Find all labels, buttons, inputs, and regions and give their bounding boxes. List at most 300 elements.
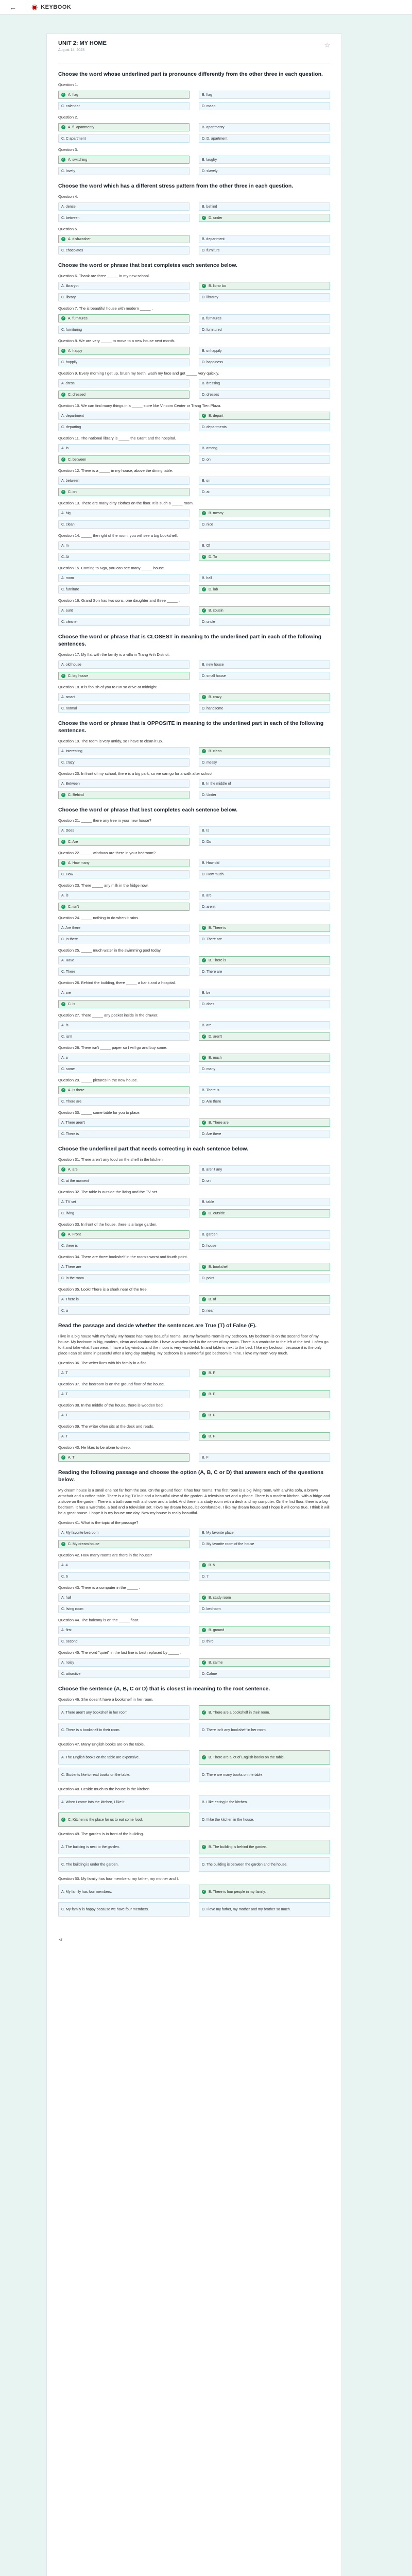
answer-option[interactable]: [58, 1242, 190, 1250]
option-label: D. D. apartment: [202, 137, 228, 141]
option-label: B. garden: [202, 1232, 218, 1236]
answer-option-correct[interactable]: [199, 1209, 330, 1217]
answer-option[interactable]: [199, 1795, 330, 1809]
answer-option[interactable]: [58, 379, 190, 387]
answer-option-correct[interactable]: [58, 1000, 190, 1008]
answer-option[interactable]: [199, 1768, 330, 1782]
answer-option[interactable]: [199, 1130, 330, 1138]
answer-option[interactable]: [58, 1795, 190, 1809]
answer-option[interactable]: [58, 1432, 190, 1440]
answer-option[interactable]: [58, 1097, 190, 1106]
answer-option-correct[interactable]: [58, 1453, 190, 1462]
answer-option[interactable]: [58, 1274, 190, 1282]
answer-option[interactable]: [58, 202, 190, 211]
answer-option[interactable]: [58, 1032, 190, 1041]
back-arrow-icon[interactable]: ←: [9, 3, 16, 11]
answer-option[interactable]: [199, 870, 330, 878]
answer-option[interactable]: [58, 214, 190, 222]
option-label: C. furnituring: [61, 328, 82, 332]
options-grid: [58, 1411, 330, 1419]
answer-option-correct[interactable]: [199, 1118, 330, 1127]
option-label: B. ground: [209, 1628, 225, 1632]
option-label: D. 7: [202, 1574, 209, 1579]
answer-option[interactable]: [58, 1369, 190, 1377]
question-text: Question 32. The table is outside the living and the TV set.: [58, 1190, 159, 1194]
question-text: Question 3.: [58, 147, 78, 152]
answer-option[interactable]: [199, 1529, 330, 1537]
options-grid: [58, 989, 330, 1008]
answer-option-correct[interactable]: [58, 1086, 190, 1094]
options-grid: [58, 235, 330, 255]
question: [58, 598, 330, 626]
answer-option[interactable]: [199, 134, 330, 143]
answer-option[interactable]: [199, 444, 330, 452]
answer-option[interactable]: [58, 293, 190, 301]
question: [58, 739, 330, 767]
answer-option[interactable]: [58, 704, 190, 713]
options-grid: [58, 1086, 330, 1106]
answer-option[interactable]: [58, 1198, 190, 1206]
question-text: Question 9. Every morning I get up, brush my teeth, wash my face and get _____ very quickly.: [58, 371, 219, 376]
answer-option[interactable]: [199, 520, 330, 529]
answer-option[interactable]: [199, 660, 330, 669]
question: [58, 1876, 330, 1917]
answer-option[interactable]: [199, 1637, 330, 1646]
answer-option-correct[interactable]: [58, 391, 190, 399]
answer-option[interactable]: [199, 1242, 330, 1250]
answer-option[interactable]: [58, 1177, 190, 1185]
answer-option[interactable]: [199, 1453, 330, 1462]
option-label: C. cleaner: [61, 620, 78, 624]
check-icon: ✓: [62, 317, 65, 320]
answer-option[interactable]: [58, 1637, 190, 1646]
answer-option[interactable]: [199, 618, 330, 626]
answer-option[interactable]: [199, 1812, 330, 1827]
answer-option-correct[interactable]: [58, 156, 190, 164]
answer-option[interactable]: [58, 747, 190, 755]
option-label: C. happily: [61, 360, 78, 364]
answer-option[interactable]: [58, 574, 190, 582]
answer-option[interactable]: [58, 477, 190, 485]
check-icon: ✓: [62, 840, 65, 843]
answer-option[interactable]: [199, 1902, 330, 1917]
option-label: A. T: [61, 1371, 68, 1375]
question: [58, 306, 330, 334]
answer-option[interactable]: [58, 1118, 190, 1127]
check-icon: ✓: [202, 1035, 205, 1038]
answer-option[interactable]: [58, 826, 190, 835]
option-label: B. cousin: [209, 608, 224, 613]
answer-option-correct[interactable]: [199, 956, 330, 964]
options-grid: [58, 509, 330, 529]
answer-option[interactable]: [58, 1209, 190, 1217]
answer-option[interactable]: [199, 1086, 330, 1094]
answer-option[interactable]: [199, 488, 330, 496]
question: [58, 1403, 330, 1419]
answer-option[interactable]: [58, 1605, 190, 1613]
answer-option[interactable]: [58, 660, 190, 669]
option-label: A. TV set: [61, 1200, 76, 1204]
answer-option[interactable]: [58, 1065, 190, 1073]
option-label: B. behind: [202, 205, 217, 209]
option-label: D. Are there: [202, 1099, 221, 1104]
answer-option-correct[interactable]: [199, 1840, 330, 1854]
option-label: B. There is four people in my family.: [209, 1890, 266, 1894]
answer-option-correct[interactable]: [58, 235, 190, 243]
option-label: D. Are there: [202, 1132, 221, 1136]
answer-option[interactable]: [199, 477, 330, 485]
option-label: B. new house: [202, 663, 224, 667]
options-grid: [58, 202, 330, 222]
answer-option[interactable]: [199, 1723, 330, 1737]
answer-option[interactable]: [58, 758, 190, 767]
answer-option[interactable]: [199, 1230, 330, 1239]
answer-option-correct[interactable]: [199, 282, 330, 290]
answer-option-correct[interactable]: [199, 924, 330, 932]
answer-option-correct[interactable]: [199, 1626, 330, 1634]
answer-option-correct[interactable]: [58, 347, 190, 355]
answer-option[interactable]: [199, 779, 330, 788]
check-icon: ✓: [202, 1393, 205, 1396]
answer-option[interactable]: [58, 1411, 190, 1419]
answer-option[interactable]: [199, 1540, 330, 1548]
answer-option[interactable]: [58, 1572, 190, 1581]
option-label: A. The English books on the table are expensive.: [61, 1755, 140, 1759]
answer-option-correct[interactable]: [199, 1750, 330, 1765]
answer-option-correct[interactable]: [58, 791, 190, 799]
options-grid: [58, 1198, 330, 1217]
answer-option-correct[interactable]: [199, 1658, 330, 1667]
answer-option[interactable]: [58, 412, 190, 420]
question-text: Question 2.: [58, 115, 78, 120]
answer-option[interactable]: [58, 1857, 190, 1872]
check-icon: ✓: [62, 793, 65, 796]
answer-option[interactable]: [199, 293, 330, 301]
check-icon: ✓: [202, 216, 205, 219]
answer-option-correct[interactable]: [199, 1432, 330, 1440]
answer-option[interactable]: [58, 1658, 190, 1667]
option-label: A. in: [61, 446, 69, 450]
answer-option[interactable]: [199, 1670, 330, 1678]
answer-option[interactable]: [58, 1768, 190, 1782]
answer-option[interactable]: [199, 379, 330, 387]
answer-option[interactable]: [199, 455, 330, 464]
answer-option-correct[interactable]: [58, 903, 190, 911]
answer-option[interactable]: [199, 541, 330, 550]
answer-option-correct[interactable]: [199, 1054, 330, 1062]
answer-option[interactable]: [58, 1902, 190, 1917]
answer-option[interactable]: [58, 1054, 190, 1062]
answer-option[interactable]: [58, 423, 190, 431]
answer-option[interactable]: [199, 791, 330, 799]
answer-option[interactable]: [199, 156, 330, 164]
question: [58, 1832, 330, 1872]
answer-option-correct[interactable]: [58, 1165, 190, 1174]
answer-option[interactable]: [58, 444, 190, 452]
answer-option[interactable]: [199, 326, 330, 334]
answer-option[interactable]: [199, 1274, 330, 1282]
option-label: D. Under: [202, 793, 217, 797]
option-label: C. chocolates: [61, 248, 83, 252]
answer-option[interactable]: [58, 1390, 190, 1398]
answer-option[interactable]: [199, 91, 330, 99]
question: [58, 883, 330, 911]
option-label: B. In the middle of: [202, 782, 231, 786]
answer-option[interactable]: [199, 989, 330, 997]
answer-option[interactable]: [58, 1594, 190, 1602]
answer-option-correct[interactable]: [199, 1369, 330, 1377]
answer-option[interactable]: [58, 326, 190, 334]
option-label: A. Are there: [61, 926, 80, 930]
option-label: D. on: [202, 1179, 211, 1183]
answer-option[interactable]: [58, 1021, 190, 1029]
answer-option[interactable]: [199, 859, 330, 867]
answer-option[interactable]: [199, 347, 330, 355]
question: [58, 1553, 330, 1581]
option-label: A. T: [61, 1392, 68, 1396]
answer-option[interactable]: [58, 1626, 190, 1634]
answer-option[interactable]: [58, 541, 190, 550]
check-icon: ✓: [62, 1233, 65, 1236]
answer-option-correct[interactable]: [58, 1230, 190, 1239]
options-grid: [58, 156, 330, 175]
question-text: Question 25. _____ much water in the swimming pool today.: [58, 948, 162, 953]
answer-option[interactable]: [58, 779, 190, 788]
reading-passage: I live in a big house with my family. My house has many beautiful rooms. But my favourite room is my bedroom. My bedroom is on the second floor of my house. My bedroom is big, modern, clean and comfortable. I have a wooden bed in the center of my room. There is a wardrobe to the left of the bed. I often go to it and take what I can wear. I have a big window and the moon is very wonderful. In and table is next to the bed. I like my bedroom because it is the only place I can sit alone in peaceful after a long day studying. My bedroom is a wonderful god bedroom is mine. I love my room very much.: [58, 1334, 329, 1355]
check-icon: ✓: [202, 696, 205, 699]
answer-option[interactable]: [199, 1021, 330, 1029]
check-icon: ✓: [202, 1298, 205, 1301]
answer-option[interactable]: [199, 202, 330, 211]
answer-option-correct[interactable]: [199, 1390, 330, 1398]
option-label: C. There is: [61, 1132, 79, 1136]
check-icon: ✓: [202, 1265, 205, 1268]
option-label: D. many: [202, 1067, 216, 1071]
answer-option[interactable]: [58, 989, 190, 997]
answer-option-correct[interactable]: [58, 91, 190, 99]
answer-option[interactable]: [199, 758, 330, 767]
answer-option[interactable]: [58, 1130, 190, 1138]
answer-option[interactable]: [199, 1065, 330, 1073]
answer-option-correct[interactable]: [58, 1540, 190, 1548]
question-text: Question 12. There is a _____ in my house, above the dining table.: [58, 468, 173, 473]
answer-option-correct[interactable]: [199, 1411, 330, 1419]
option-label: A. The building is next to the garden.: [61, 1845, 120, 1849]
answer-option-correct[interactable]: [199, 1705, 330, 1720]
answer-option-correct[interactable]: [199, 412, 330, 420]
answer-option[interactable]: [58, 167, 190, 175]
answer-option[interactable]: [199, 1605, 330, 1613]
answer-option[interactable]: [58, 520, 190, 529]
answer-option[interactable]: [58, 1885, 190, 1899]
answer-option-correct[interactable]: [199, 1594, 330, 1602]
answer-option[interactable]: [58, 553, 190, 561]
answer-option[interactable]: [58, 924, 190, 932]
answer-option-correct[interactable]: [199, 214, 330, 222]
answer-option-correct[interactable]: [58, 455, 190, 464]
option-label: D. The building is between the garden and the house.: [202, 1862, 288, 1867]
answer-option[interactable]: [199, 1097, 330, 1106]
answer-option-correct[interactable]: [199, 509, 330, 517]
answer-option-correct[interactable]: [199, 1032, 330, 1041]
answer-option-correct[interactable]: [58, 672, 190, 680]
check-icon: ✓: [62, 905, 65, 908]
option-label: C. second: [61, 1639, 78, 1643]
section-title: Choose the word or phrase that best completes each sentence below.: [58, 807, 237, 813]
answer-option[interactable]: [58, 1750, 190, 1765]
answer-option[interactable]: [199, 1307, 330, 1315]
answer-option-correct[interactable]: [58, 488, 190, 496]
option-label: B. be: [202, 991, 211, 995]
options-grid: [58, 91, 330, 110]
answer-option[interactable]: [58, 1561, 190, 1569]
option-label: A. a: [61, 1056, 68, 1060]
answer-option[interactable]: [199, 903, 330, 911]
answer-option[interactable]: [199, 1177, 330, 1185]
option-label: C. calendar: [61, 104, 80, 108]
question-text: Question 23. There _____ any milk in the fridge now.: [58, 883, 149, 888]
answer-option[interactable]: [199, 826, 330, 835]
check-icon: ✓: [202, 750, 205, 753]
answer-option[interactable]: [58, 509, 190, 517]
check-icon: ✓: [62, 1818, 65, 1821]
answer-option-correct[interactable]: [58, 123, 190, 131]
answer-option[interactable]: [199, 1000, 330, 1008]
answer-option[interactable]: [199, 704, 330, 713]
answer-option[interactable]: [58, 870, 190, 878]
answer-option[interactable]: [58, 968, 190, 976]
answer-option[interactable]: [58, 606, 190, 615]
answer-option-correct[interactable]: [199, 693, 330, 701]
check-icon: ✓: [202, 1056, 205, 1059]
question-text: Question 11. The national library is _____ the Grant and the hospital.: [58, 436, 176, 440]
answer-option[interactable]: [199, 235, 330, 243]
option-label: C. Is there: [61, 937, 78, 941]
option-label: B. How old: [202, 861, 219, 865]
answer-option[interactable]: [58, 102, 190, 110]
answer-option[interactable]: [58, 1723, 190, 1737]
option-label: D. bedroom: [202, 1607, 221, 1611]
answer-option[interactable]: [58, 1263, 190, 1271]
option-label: D. outside: [209, 1211, 225, 1215]
question-text: Question 17. My flat with the family is a villa in Trang Anh District.: [58, 652, 170, 657]
options-grid: [58, 1626, 330, 1646]
option-label: A. room: [61, 576, 74, 580]
section-title: Read the passage and decide whether the sentences are True (T) of False (F).: [58, 1323, 257, 1329]
answer-option[interactable]: [58, 1840, 190, 1854]
answer-option[interactable]: [199, 838, 330, 846]
options-grid: [58, 826, 330, 846]
options-grid: [58, 1750, 330, 1782]
answer-option-correct[interactable]: [199, 606, 330, 615]
question: [58, 652, 330, 680]
keybook-logo-icon: ◉: [31, 3, 38, 11]
question: [58, 194, 330, 222]
question-text: Question 15. Coming to Nga, you can see many _____ house.: [58, 566, 165, 570]
answer-option[interactable]: [58, 618, 190, 626]
check-icon: ✓: [202, 588, 205, 591]
answer-option-correct[interactable]: [199, 553, 330, 561]
answer-option[interactable]: [199, 246, 330, 255]
answer-option[interactable]: [199, 1198, 330, 1206]
option-label: D. There isn't any bookshelf in her room.: [202, 1728, 267, 1732]
answer-option[interactable]: [58, 1529, 190, 1537]
answer-option-correct[interactable]: [199, 1263, 330, 1271]
answer-option[interactable]: [199, 672, 330, 680]
answer-option[interactable]: [199, 358, 330, 366]
answer-option-correct[interactable]: [58, 314, 190, 323]
answer-option[interactable]: [58, 246, 190, 255]
answer-option-correct[interactable]: [199, 1295, 330, 1303]
options-grid: [58, 1432, 330, 1440]
question-text: Question 16. Grand Son has two sons, one daughter and three _____ .: [58, 598, 180, 603]
answer-option-correct[interactable]: [199, 1885, 330, 1899]
question-text: Question 42. How many rooms are there in the house?: [58, 1553, 152, 1557]
option-label: C. normal: [61, 706, 77, 710]
question: [58, 1520, 330, 1548]
answer-option[interactable]: [58, 1670, 190, 1678]
answer-option[interactable]: [199, 935, 330, 943]
answer-option[interactable]: [199, 123, 330, 131]
answer-option-correct[interactable]: [58, 1812, 190, 1827]
check-icon: ✓: [62, 393, 65, 396]
answer-option-correct[interactable]: [199, 1561, 330, 1569]
footer-share-icon[interactable]: ⋖: [58, 1937, 63, 1943]
options-grid: [58, 282, 330, 301]
answer-option-correct[interactable]: [199, 747, 330, 755]
brand-name[interactable]: KEYBOOK: [41, 4, 72, 10]
option-label: A. hall: [61, 1596, 72, 1600]
answer-option[interactable]: [58, 693, 190, 701]
option-label: A. T: [61, 1413, 68, 1417]
answer-option[interactable]: [199, 102, 330, 110]
answer-option[interactable]: [199, 891, 330, 900]
answer-option[interactable]: [58, 585, 190, 594]
answer-option[interactable]: [58, 956, 190, 964]
answer-option[interactable]: [199, 968, 330, 976]
answer-option[interactable]: [199, 574, 330, 582]
answer-option[interactable]: [199, 1572, 330, 1581]
section-title: Choose the word whose underlined part is pronounce differently from the other three in each question.: [58, 71, 323, 77]
answer-option-correct[interactable]: [58, 838, 190, 846]
answer-option[interactable]: [58, 1307, 190, 1315]
answer-option[interactable]: [58, 891, 190, 900]
option-label: B. F: [209, 1413, 215, 1417]
option-label: A. fl. apartmenty: [68, 125, 94, 129]
answer-option-correct[interactable]: [58, 859, 190, 867]
options-grid: [58, 956, 330, 976]
answer-option-correct[interactable]: [199, 585, 330, 594]
answer-option[interactable]: [58, 935, 190, 943]
answer-option[interactable]: [199, 314, 330, 323]
answer-option[interactable]: [199, 167, 330, 175]
answer-option[interactable]: [58, 134, 190, 143]
answer-option[interactable]: [199, 391, 330, 399]
question-text: Question 35. Look! There is a shark near of the tree.: [58, 1287, 148, 1292]
page-date: August 14, 2023: [58, 48, 84, 52]
answer-option[interactable]: [199, 1857, 330, 1872]
answer-option[interactable]: [58, 282, 190, 290]
answer-option[interactable]: [199, 423, 330, 431]
answer-option[interactable]: [199, 1165, 330, 1174]
answer-option[interactable]: [58, 1295, 190, 1303]
option-label: D. uncle: [202, 620, 215, 624]
bookmark-icon[interactable]: ☆: [324, 41, 330, 49]
answer-option[interactable]: [58, 358, 190, 366]
check-icon: ✓: [202, 1629, 205, 1632]
options-grid: [58, 1263, 330, 1282]
answer-option[interactable]: [58, 1705, 190, 1720]
